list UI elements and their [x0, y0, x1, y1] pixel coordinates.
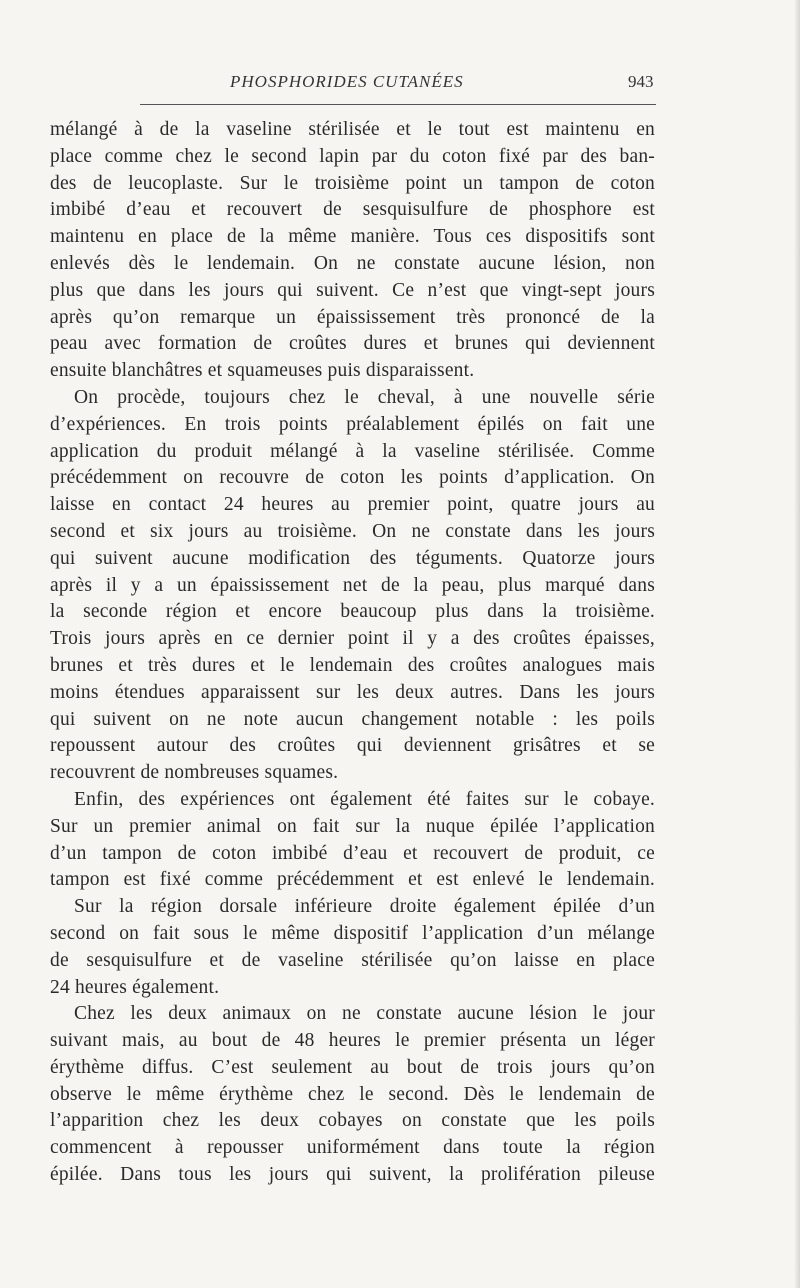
- text-line: imbibé d’eau et recouvert de sesquisulfure de phosphore est: [50, 199, 655, 221]
- text-line: Sur la région dorsale inférieure droite également épilée d’un: [74, 896, 655, 918]
- text-line: mélangé à de la vaseline stérilisée et le tout est maintenu en: [50, 119, 655, 140]
- text-line: second et six jours au troisième. On ne constate dans les jours: [50, 520, 655, 542]
- text-line: l’apparition chez les deux cobayes on constate que les poils: [50, 1110, 655, 1132]
- text-line: On procède, toujours chez le cheval, à une nouvelle série: [74, 386, 655, 408]
- text-line: observe le même érythème chez le second. Dès le lendemain de: [50, 1083, 655, 1105]
- text-line: peau avec formation de croûtes dures et brunes qui deviennent: [50, 333, 655, 355]
- text-line: Enfin, des expériences ont également été faites sur le cobaye.: [74, 788, 655, 810]
- text-line: place comme chez le second lapin par du coton fixé par des ban-: [50, 145, 655, 167]
- text-line: épilée. Dans tous les jours qui suivent, la prolifération pileuse: [50, 1164, 655, 1186]
- text-line: qui suivent aucune modification des téguments. Quatorze jours: [50, 547, 655, 569]
- text-line: la seconde région et encore beaucoup plus dans la troisième.: [50, 601, 655, 623]
- text-line: des de leucoplaste. Sur le troisième point un tampon de coton: [50, 172, 655, 194]
- page-number: 943: [628, 72, 654, 91]
- running-title: PHOSPHORIDES CUTANÉES: [230, 72, 464, 91]
- text-line: recouvrent de nombreuses squames.: [50, 762, 339, 784]
- text-line: suivant mais, au bout de 48 heures le premier présenta un léger: [50, 1030, 655, 1052]
- text-line: commencent à repousser uniformément dans toute la région: [50, 1137, 655, 1159]
- text-line: maintenu en place de la même manière. Tous ces dispositifs sont: [50, 226, 655, 248]
- text-line: 24 heures également.: [50, 976, 220, 998]
- text-line: tampon est fixé comme précédemment et est enlevé le lendemain.: [50, 869, 655, 891]
- text-line: enlevés dès le lendemain. On ne constate aucune lésion, non: [50, 252, 655, 274]
- text-line: laisse en contact 24 heures au premier point, quatre jours au: [50, 494, 655, 516]
- text-line: précédemment on recouvre de coton les points d’application. On: [50, 467, 655, 489]
- text-line: érythème diffus. C’est seulement au bout de trois jours qu’on: [50, 1056, 655, 1078]
- page-edge: [794, 0, 800, 1288]
- text-line: d’un tampon de coton imbibé d’eau et recouvert de produit, ce: [50, 842, 655, 864]
- text-line: Trois jours après en ce dernier point il y a des croûtes épaisses,: [50, 628, 655, 650]
- body-text: [50, 117, 655, 1189]
- text-line: repoussent autour des croûtes qui deviennent grisâtres et se: [50, 735, 655, 757]
- text-line: moins étendues apparaissent sur les deux autres. Dans les jours: [50, 681, 655, 703]
- text-line: de sesquisulfure et de vaseline stérilisée qu’on laisse en place: [50, 949, 655, 971]
- text-line: application du produit mélangé à la vaseline stérilisée. Comme: [50, 440, 655, 462]
- text-line: après qu’on remarque un épaississement très prononcé de la: [50, 306, 655, 328]
- text-line: plus que dans les jours qui suivent. Ce n’est que vingt-sept jours: [50, 279, 655, 301]
- text-line: après il y a un épaississement net de la peau, plus marqué dans: [50, 574, 655, 596]
- text-line: Sur un premier animal on fait sur la nuque épilée l’application: [50, 815, 655, 837]
- text-line: d’expériences. En trois points préalablement épilés on fait une: [50, 413, 655, 435]
- text-line: Chez les deux animaux on ne constate aucune lésion le jour: [74, 1003, 655, 1025]
- text-line: brunes et très dures et le lendemain des croûtes analogues mais: [50, 654, 655, 676]
- text-line: second on fait sous le même dispositif l’application d’un mélange: [50, 922, 655, 944]
- text-line: ensuite blanchâtres et squameuses puis disparaissent.: [50, 360, 475, 382]
- text-line: qui suivent on ne note aucun changement notable : les poils: [50, 708, 655, 730]
- header-rule: [140, 104, 656, 105]
